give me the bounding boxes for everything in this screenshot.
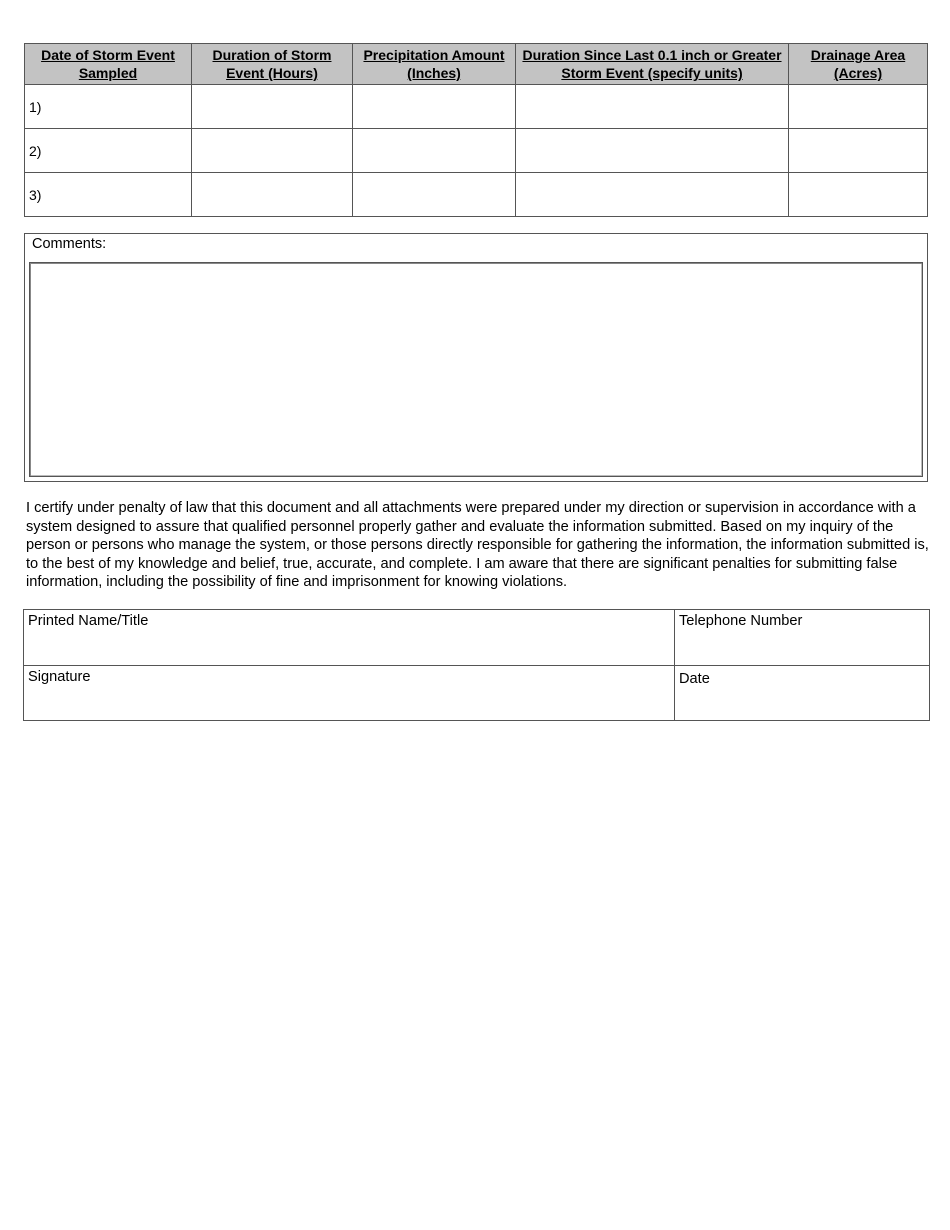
signature-label: Signature xyxy=(28,669,91,685)
telephone-field[interactable] xyxy=(675,610,930,666)
since-last-field-row-3[interactable] xyxy=(516,173,789,217)
comments-section xyxy=(24,233,928,482)
comments-textarea[interactable] xyxy=(29,262,923,477)
table-row xyxy=(25,129,928,173)
drainage-field-row-3[interactable] xyxy=(789,173,928,217)
date-field-row-2[interactable]: 2) xyxy=(25,129,192,173)
duration-field-row-1[interactable] xyxy=(192,85,353,129)
printed-name-field[interactable] xyxy=(24,610,675,666)
date-label: Date xyxy=(679,671,710,687)
drainage-field-row-2[interactable] xyxy=(789,129,928,173)
table-row xyxy=(25,85,928,129)
printed-name-label: Printed Name/Title xyxy=(28,613,149,629)
date-field[interactable] xyxy=(675,666,930,721)
storm-event-table xyxy=(24,43,928,217)
signature-block xyxy=(23,609,930,721)
duration-field-row-2[interactable] xyxy=(192,129,353,173)
precipitation-field-row-3[interactable] xyxy=(353,173,516,217)
header-duration-of-storm-event: Duration of Storm Event (Hours) xyxy=(192,44,353,85)
table-header-row xyxy=(25,44,928,85)
comments-label: Comments: xyxy=(32,236,107,252)
header-duration-since-last-event: Duration Since Last 0.1 inch or Greater Storm Event (specify units) xyxy=(516,44,789,85)
duration-field-row-3[interactable] xyxy=(192,173,353,217)
certification-statement: I certify under penalty of law that this document and all attachments were prepared under my direction or supervision in accordance with a system designed to assure that qualified personnel properly gather and evaluate the information submitted. Based on my inquiry of the person or persons who manage the system, or those persons directly responsible for gathering the information, the information submitted is, to the best of my knowledge and belief, true, accurate, and complete. I am aware that there are significant penalties for submitting false information, including the possibility of fine and imprisonment for knowing violations. xyxy=(26,500,929,591)
precipitation-field-row-2[interactable] xyxy=(353,129,516,173)
date-field-row-3[interactable]: 3) xyxy=(25,173,192,217)
table-row xyxy=(25,173,928,217)
precipitation-field-row-1[interactable] xyxy=(353,85,516,129)
telephone-label: Telephone Number xyxy=(679,613,803,629)
header-precipitation-amount: Precipitation Amount (Inches) xyxy=(353,44,516,85)
signature-field[interactable] xyxy=(24,666,675,721)
since-last-field-row-1[interactable] xyxy=(516,85,789,129)
header-drainage-area: Drainage Area (Acres) xyxy=(789,44,928,85)
drainage-field-row-1[interactable] xyxy=(789,85,928,129)
header-date-of-storm-event: Date of Storm Event Sampled xyxy=(25,44,192,85)
since-last-field-row-2[interactable] xyxy=(516,129,789,173)
date-field-row-1[interactable]: 1) xyxy=(25,85,192,129)
